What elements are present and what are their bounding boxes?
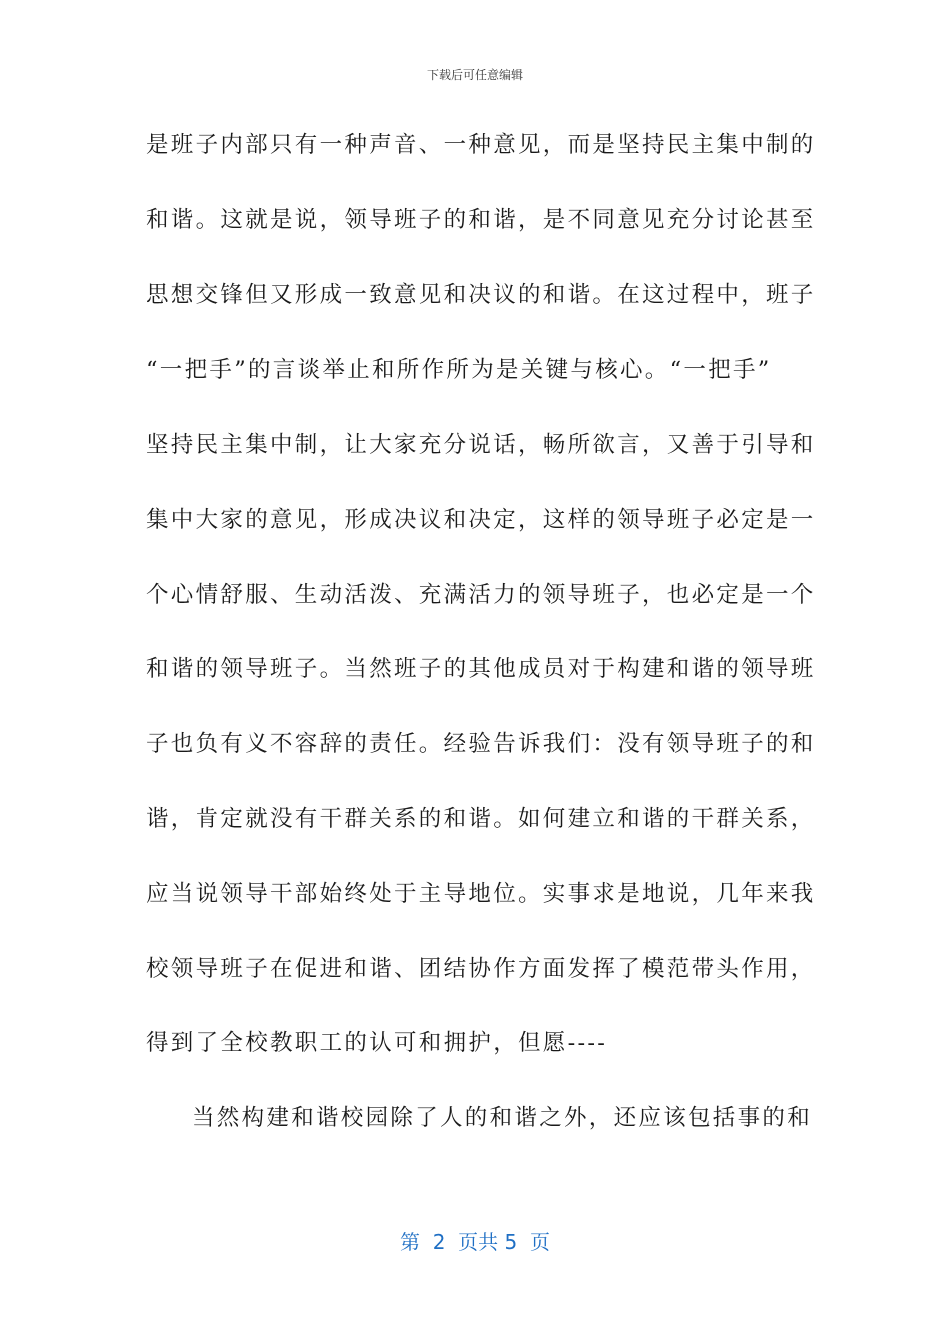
- text-line: 和谐。这就是说，领导班子的和谐，是不同意见充分讨论甚至: [146, 207, 816, 233]
- text-line: 谐，肯定就没有干群关系的和谐。如何建立和谐的干群关系，: [146, 806, 816, 832]
- text-line: 应当说领导干部始终处于主导地位。实事求是地说，几年来我: [146, 881, 816, 907]
- text-line: 得到了全校教职工的认可和拥护，但愿----: [146, 1030, 608, 1056]
- text-line: 和谐的领导班子。当然班子的其他成员对于构建和谐的领导班: [146, 656, 816, 682]
- text-line: 集中大家的意见，形成决议和决定，这样的领导班子必定是一: [146, 507, 816, 533]
- text-line: 子也负有义不容辞的责任。经验告诉我们：没有领导班子的和: [146, 731, 816, 757]
- text-line: 思想交锋但又形成一致意见和决议的和谐。在这过程中，班子: [146, 282, 816, 308]
- text-line: 是班子内部只有一种声音、一种意见，而是坚持民主集中制的: [146, 132, 816, 158]
- text-line: “一把手”的言谈举止和所作所为是关键与核心。“一把手”: [146, 357, 772, 383]
- header-note: 下载后可任意编辑: [426, 68, 523, 82]
- paragraph-start-line: 当然构建和谐校园除了人的和谐之外，还应该包括事的和: [192, 1105, 813, 1131]
- text-line: 个心情舒服、生动活泼、充满活力的领导班子，也必定是一个: [146, 582, 816, 608]
- text-line: 坚持民主集中制，让大家充分说话，畅所欲言，又善于引导和: [146, 432, 816, 458]
- text-line: 校领导班子在促进和谐、团结协作方面发挥了模范带头作用，: [146, 956, 816, 982]
- page-number: 第 2 页共 5 页: [400, 1230, 550, 1254]
